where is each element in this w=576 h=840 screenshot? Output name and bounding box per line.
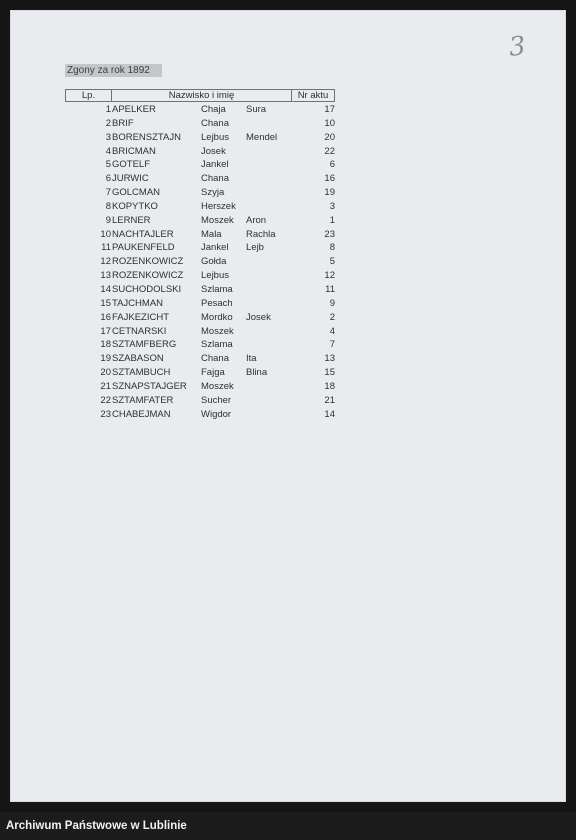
row-akt-number: 9 (329, 297, 335, 309)
row-lp: 11 (101, 242, 111, 254)
row-surname: TAJCHMAN (112, 297, 164, 309)
table-row (65, 186, 337, 200)
row-lp: 18 (100, 339, 111, 351)
row-surname: BRICMAN (112, 145, 156, 157)
table-row (65, 311, 337, 325)
row-akt-number: 18 (324, 380, 335, 392)
row-lp: 23 (100, 408, 111, 420)
row-second-name: Ita (246, 353, 257, 365)
table-row (65, 366, 337, 380)
row-lp: 7 (105, 187, 111, 199)
row-first-name: Sucher (201, 394, 232, 406)
row-second-name: Aron (246, 214, 267, 226)
table-row (65, 172, 337, 186)
row-surname: BRIF (112, 117, 134, 129)
row-first-name: Fajga (201, 367, 225, 379)
table-row (65, 283, 337, 297)
row-first-name: Chana (201, 117, 229, 129)
row-first-name: Chana (201, 353, 229, 365)
row-second-name: Rachla (246, 228, 276, 240)
row-akt-number: 21 (324, 394, 335, 406)
header-akt: Nr aktu (291, 89, 335, 102)
row-lp: 8 (105, 200, 111, 212)
row-first-name: Szyja (201, 187, 225, 199)
row-surname: NACHTAJLER (112, 228, 174, 240)
row-second-name: Lejb (246, 242, 264, 254)
header-lp: Lp. (65, 89, 111, 102)
row-first-name: Moszek (201, 214, 234, 226)
row-first-name: Szlama (201, 339, 233, 351)
table-row (65, 241, 337, 255)
row-first-name: Jankel (201, 242, 229, 254)
table-row (65, 228, 337, 242)
row-second-name: Mendel (246, 131, 278, 143)
row-akt-number: 17 (324, 104, 335, 115)
row-first-name: Mala (201, 228, 222, 240)
table-row (65, 131, 337, 145)
row-lp: 4 (105, 145, 111, 157)
row-akt-number: 23 (324, 228, 335, 240)
table-row (65, 158, 337, 172)
row-lp: 9 (105, 214, 111, 226)
archive-footer (0, 812, 576, 840)
row-second-name: Sura (246, 104, 267, 115)
row-akt-number: 4 (329, 325, 335, 337)
row-surname: ROZENKOWICZ (112, 256, 184, 268)
row-akt-number: 12 (324, 270, 335, 282)
row-surname: ROZENKOWICZ (112, 270, 184, 282)
row-surname: PAUKENFELD (112, 242, 175, 254)
row-first-name: Herszek (201, 200, 236, 212)
row-first-name: Josek (201, 145, 226, 157)
handwritten-page-number: 3 (507, 31, 528, 63)
row-first-name: Szlama (201, 283, 233, 295)
row-akt-number: 2 (329, 311, 335, 323)
row-akt-number: 13 (324, 353, 335, 365)
row-lp: 3 (105, 131, 111, 143)
row-surname: GOTELF (112, 159, 151, 171)
table-row (65, 117, 337, 131)
row-lp: 16 (100, 311, 111, 323)
row-first-name: Chaja (201, 104, 226, 115)
table-row (65, 214, 337, 228)
row-akt-number: 19 (324, 187, 335, 199)
row-first-name: Pesach (201, 297, 233, 309)
row-surname: SZNAPSTAJGER (112, 380, 187, 392)
row-lp: 13 (100, 270, 111, 282)
row-first-name: Moszek (201, 380, 234, 392)
row-surname: BORENSZTAJN (112, 131, 181, 143)
table-row (65, 145, 337, 159)
row-lp: 15 (100, 297, 111, 309)
header-name: Nazwisko i imię (111, 89, 291, 102)
row-akt-number: 14 (324, 408, 335, 420)
row-surname: SZTAMFBERG (112, 339, 177, 351)
row-akt-number: 11 (325, 283, 335, 295)
table-row (65, 325, 337, 339)
row-surname: APELKER (112, 104, 156, 115)
row-lp: 5 (105, 159, 111, 171)
table-row (65, 297, 337, 311)
table-row (65, 408, 337, 422)
row-lp: 6 (105, 173, 111, 185)
row-lp: 14 (100, 283, 111, 295)
row-lp: 10 (100, 228, 111, 240)
row-second-name: Josek (246, 311, 271, 323)
row-surname: SUCHODOLSKI (112, 283, 182, 295)
row-akt-number: 16 (324, 173, 335, 185)
table-row (65, 103, 337, 117)
row-surname: SZTAMBUCH (112, 367, 171, 379)
row-lp: 17 (100, 325, 111, 337)
row-surname: KOPYTKO (112, 200, 158, 212)
row-lp: 1 (105, 104, 111, 115)
table-header (65, 89, 335, 103)
row-first-name: Lejbus (201, 131, 229, 143)
row-surname: SZABASON (112, 353, 164, 365)
death-records-list (65, 103, 337, 421)
row-surname: SZTAMFATER (112, 394, 174, 406)
archive-name: Archiwum Państwowe w Lublinie (6, 820, 187, 832)
row-lp: 19 (100, 353, 111, 365)
row-first-name: Lejbus (201, 270, 229, 282)
table-row (65, 255, 337, 269)
table-row (65, 352, 337, 366)
row-lp: 21 (100, 380, 111, 392)
row-akt-number: 8 (329, 242, 335, 254)
table-row (65, 394, 337, 408)
row-first-name: Wigdor (201, 408, 232, 420)
row-akt-number: 15 (324, 367, 335, 379)
row-surname: LERNER (112, 214, 151, 226)
row-surname: CETNARSKI (112, 325, 167, 337)
row-akt-number: 7 (329, 339, 335, 351)
document-title: Zgony za rok 1892 (65, 64, 162, 77)
row-surname: CHABEJMAN (112, 408, 171, 420)
row-lp: 22 (100, 394, 111, 406)
row-surname: GOLCMAN (112, 187, 161, 199)
row-akt-number: 20 (324, 131, 335, 143)
row-first-name: Chana (201, 173, 229, 185)
row-first-name: Moszek (201, 325, 234, 337)
row-lp: 20 (100, 367, 111, 379)
table-row (65, 380, 337, 394)
row-surname: FAJKEZICHT (112, 311, 170, 323)
row-akt-number: 3 (329, 200, 335, 212)
row-lp: 12 (100, 256, 111, 268)
row-first-name: Jankel (201, 159, 229, 171)
row-akt-number: 10 (324, 117, 335, 129)
row-akt-number: 6 (329, 159, 335, 171)
table-row (65, 200, 337, 214)
row-first-name: Gołda (201, 256, 227, 268)
row-first-name: Mordko (201, 311, 233, 323)
row-akt-number: 1 (329, 214, 335, 226)
table-row (65, 338, 337, 352)
row-akt-number: 5 (329, 256, 335, 268)
row-surname: JURWIC (112, 173, 149, 185)
row-akt-number: 22 (324, 145, 335, 157)
row-second-name: Blina (246, 367, 268, 379)
row-lp: 2 (105, 117, 111, 129)
table-row (65, 269, 337, 283)
